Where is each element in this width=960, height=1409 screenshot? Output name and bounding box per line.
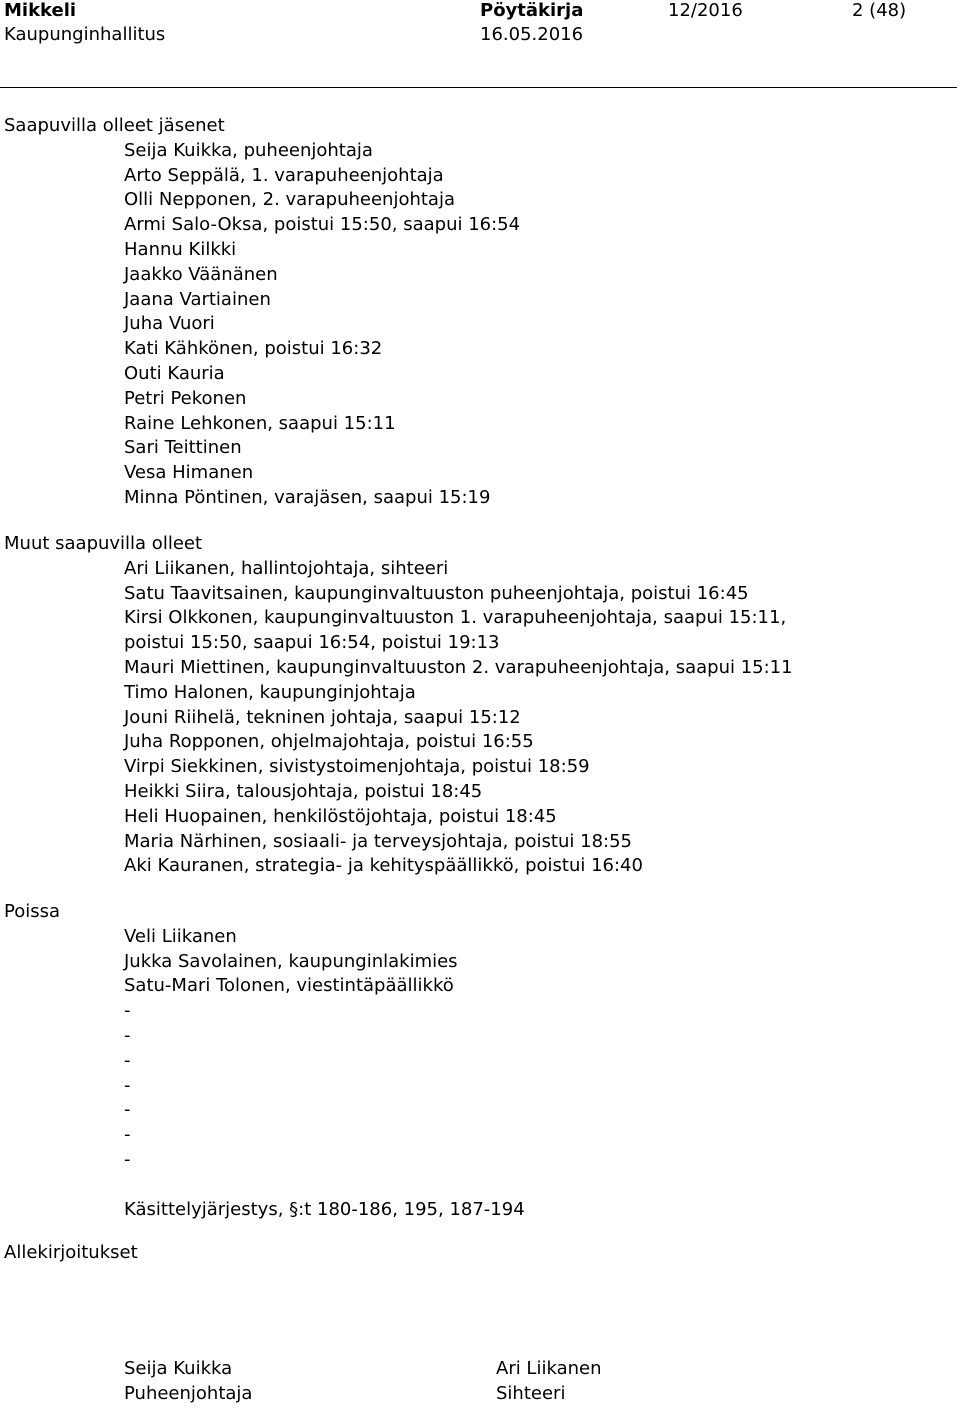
list-item: Seija Kuikka, puheenjohtaja bbox=[124, 139, 373, 161]
list-item: Hannu Kilkki bbox=[124, 238, 237, 260]
absent-list bbox=[124, 925, 954, 1223]
list-item: Käsittelyjärjestys, §:t 180-186, 195, 187-194 bbox=[124, 1198, 525, 1220]
list-item: - bbox=[124, 1074, 131, 1096]
list-item: Virpi Siekkinen, sivistystoimenjohtaja, poistui 18:59 bbox=[124, 756, 590, 778]
list-item: - bbox=[124, 1124, 131, 1146]
meeting-date: 16.05.2016 bbox=[480, 24, 584, 45]
list-item: Timo Halonen, kaupunginjohtaja bbox=[124, 681, 416, 703]
list-item: Vesa Himanen bbox=[124, 462, 254, 484]
list-item: Jaana Vartiainen bbox=[124, 288, 271, 310]
list-item: - bbox=[124, 1148, 131, 1170]
list-item: Satu Taavitsainen, kaupunginvaltuuston puheenjohtaja, poistui 16:45 bbox=[124, 582, 749, 604]
list-item: Petri Pekonen bbox=[124, 387, 247, 409]
list-item: Armi Salo-Oksa, poistui 15:50, saapui 16:54 bbox=[124, 214, 521, 236]
header-divider bbox=[0, 87, 957, 88]
list-item: Maria Närhinen, sosiaali- ja terveysjohtaja, poistui 18:55 bbox=[124, 830, 632, 852]
list-item: Veli Liikanen bbox=[124, 925, 237, 947]
list-item: - bbox=[124, 1000, 131, 1022]
page-number: 2 (48) bbox=[852, 0, 907, 21]
body-name: Kaupunginhallitus bbox=[4, 24, 166, 45]
list-item: Raine Lehkonen, saapui 15:11 bbox=[124, 412, 396, 434]
list-item: Kirsi Olkkonen, kaupunginvaltuuston 1. varapuheenjohtaja, saapui 15:11, bbox=[124, 607, 787, 629]
signer-secretary bbox=[496, 1357, 602, 1407]
list-item: Jaakko Väänänen bbox=[124, 263, 278, 285]
list-item: poistui 15:50, saapui 16:54, poistui 19:13 bbox=[124, 632, 500, 654]
signer-name: Seija Kuikka bbox=[124, 1358, 233, 1379]
list-item: Heikki Siira, talousjohtaja, poistui 18:45 bbox=[124, 780, 483, 802]
list-item: - bbox=[124, 1024, 131, 1046]
list-item: Juha Ropponen, ohjelmajohtaja, poistui 16:55 bbox=[124, 731, 534, 753]
list-item: Sari Teittinen bbox=[124, 437, 242, 459]
document-type: Pöytäkirja bbox=[480, 0, 584, 21]
list-item: - bbox=[124, 1049, 131, 1071]
list-item: Aki Kauranen, strategia- ja kehityspäällikkö, poistui 16:40 bbox=[124, 855, 643, 877]
absent-label: Poissa bbox=[4, 901, 61, 922]
signer-chair bbox=[124, 1357, 252, 1407]
others-present-label: Muut saapuvilla olleet bbox=[4, 533, 203, 554]
spacer bbox=[124, 1173, 954, 1198]
list-item: Ari Liikanen, hallintojohtaja, sihteeri bbox=[124, 557, 449, 579]
list-item: Olli Nepponen, 2. varapuheenjohtaja bbox=[124, 189, 455, 211]
signer-name: Ari Liikanen bbox=[496, 1358, 602, 1379]
list-item: Jukka Savolainen, kaupunginlakimies bbox=[124, 950, 458, 972]
list-item: Outi Kauria bbox=[124, 362, 225, 384]
signer-role: Puheenjohtaja bbox=[124, 1382, 253, 1404]
list-item: Mauri Miettinen, kaupunginvaltuuston 2. varapuheenjohtaja, saapui 15:11 bbox=[124, 656, 793, 678]
list-item: Kati Kähkönen, poistui 16:32 bbox=[124, 338, 383, 360]
signer-role: Sihteeri bbox=[496, 1382, 566, 1404]
list-item: Satu-Mari Tolonen, viestintäpäällikkö bbox=[124, 975, 454, 997]
signatures-label: Allekirjoitukset bbox=[4, 1242, 138, 1263]
list-item: Minna Pöntinen, varajäsen, saapui 15:19 bbox=[124, 486, 491, 508]
list-item: Juha Vuori bbox=[124, 313, 215, 335]
list-item: Arto Seppälä, 1. varapuheenjohtaja bbox=[124, 164, 444, 186]
present-members-label: Saapuvilla olleet jäsenet bbox=[4, 115, 225, 136]
others-present-list bbox=[124, 557, 954, 879]
list-item: - bbox=[124, 1099, 131, 1121]
list-item: Jouni Riihelä, tekninen johtaja, saapui 15:12 bbox=[124, 706, 521, 728]
list-item: Heli Huopainen, henkilöstöjohtaja, poistui 18:45 bbox=[124, 805, 557, 827]
organization-name: Mikkeli bbox=[4, 0, 77, 21]
present-members-list bbox=[124, 139, 954, 511]
document-number: 12/2016 bbox=[668, 0, 743, 21]
